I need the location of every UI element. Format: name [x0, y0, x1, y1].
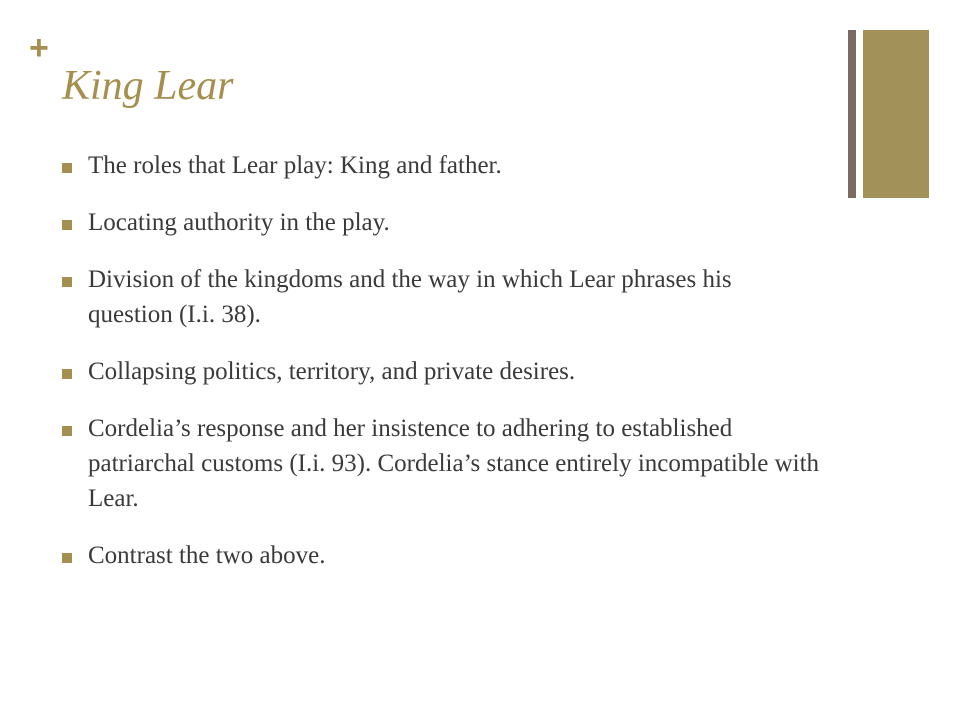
square-bullet-icon [62, 553, 72, 563]
square-bullet-icon [62, 277, 72, 287]
bullet-item-6 [62, 538, 822, 573]
square-bullet-icon [62, 369, 72, 379]
bullet-item-5 [62, 411, 822, 516]
square-bullet-icon [62, 220, 72, 230]
bullet-text: Cordelia’s response and her insistence to adhering to established patriarchal customs (I.i. 93). Cordelia’s stance entirely incompatible with Lear. [88, 415, 820, 512]
bullet-text: Contrast the two above. [88, 542, 326, 569]
square-bullet-icon [62, 426, 72, 436]
bullet-item-3 [62, 262, 822, 332]
bullet-item-2 [62, 205, 822, 240]
bullet-text: Division of the kingdoms and the way in which Lear phrases his question (I.i. 38). [88, 266, 732, 328]
decorative-wide-bar [863, 30, 929, 198]
decorative-thin-bar [848, 30, 856, 198]
plus-decoration-icon: + [29, 29, 49, 67]
bullet-list [62, 148, 822, 573]
bullet-item-1 [62, 148, 822, 183]
bullet-text: Collapsing politics, territory, and private desires. [88, 358, 576, 385]
bullet-item-4 [62, 354, 822, 389]
slide-title: King Lear [62, 63, 234, 109]
bullet-text: The roles that Lear play: King and father. [88, 152, 502, 179]
square-bullet-icon [62, 163, 72, 173]
bullet-text: Locating authority in the play. [88, 209, 390, 236]
